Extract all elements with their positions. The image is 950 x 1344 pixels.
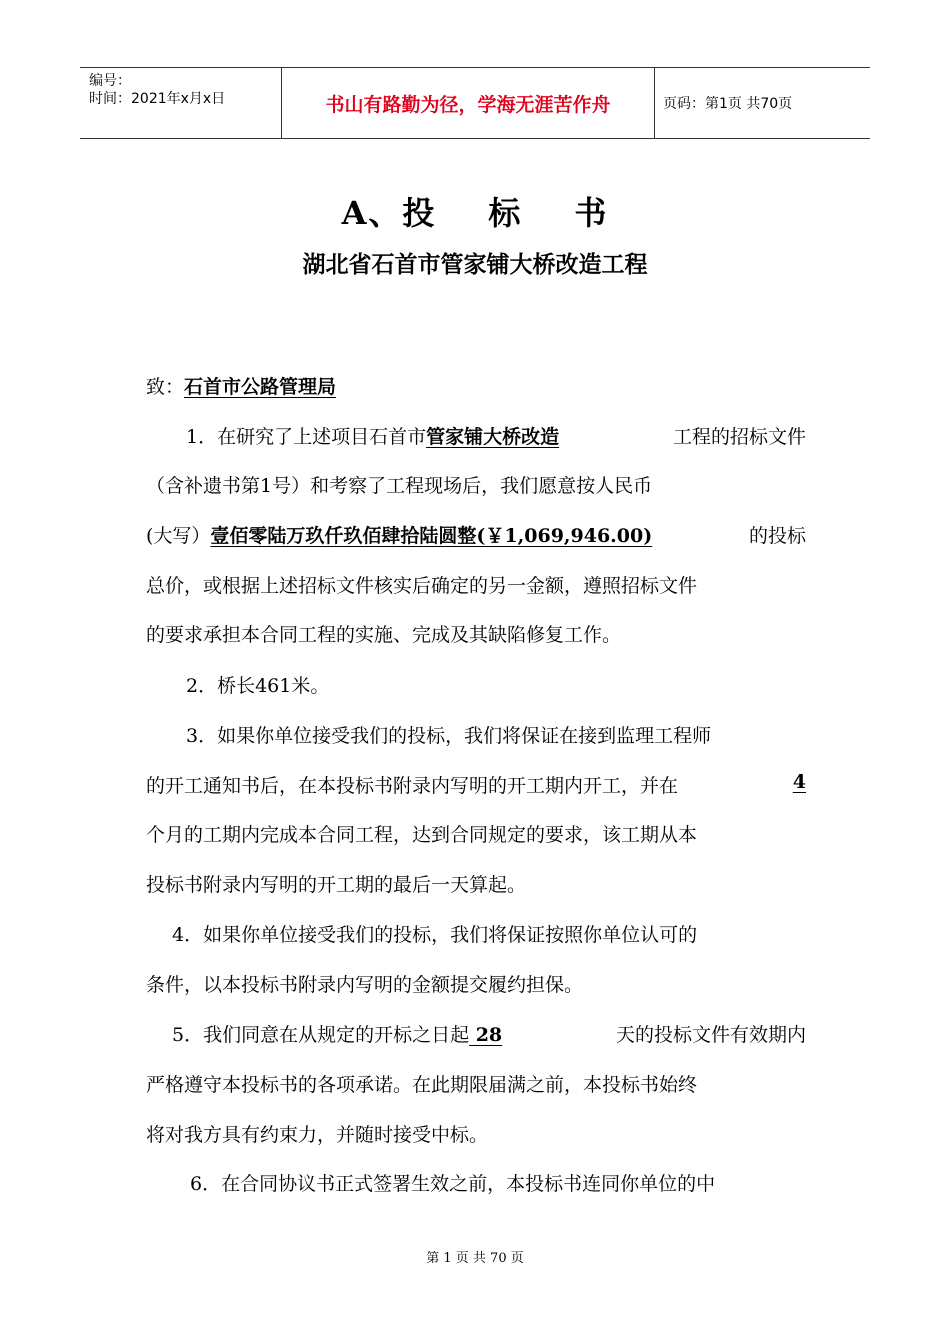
- p5-text-a: 5．我们同意在从规定的开标之日起: [172, 1024, 470, 1046]
- document-number-label: 编号：: [89, 73, 131, 89]
- header-motto: 书山有路勤为径，学海无涯苦作舟: [282, 68, 655, 138]
- title-part-3: 书: [574, 194, 609, 232]
- p1-text-b: 工程的招标文件: [672, 426, 806, 448]
- p3-text-a: 的开工通知书后，在本投标书附录内写明的开工期内开工，并在: [146, 775, 679, 797]
- paragraph-5-line-2: 严格遵守本投标书的各项承诺。在此期限届满之前，本投标书始终: [146, 1074, 698, 1096]
- paragraph-5-line-1: [172, 1020, 806, 1047]
- addressee-line: [146, 372, 806, 399]
- paragraph-5-line-3: 将对我方具有约束力，并随时接受中标。: [146, 1124, 489, 1146]
- p1-text-a: 1．在研究了上述项目石首市: [186, 426, 427, 448]
- paragraph-1-line-3: [146, 521, 806, 548]
- addressee-recipient: 石首市公路管理局: [184, 376, 337, 398]
- title-part-2: 标: [488, 194, 523, 232]
- paragraph-4-line-1: 4．如果你单位接受我们的投标，我们将保证按照你单位认可的: [172, 924, 698, 946]
- addressee-label: 致：: [146, 376, 185, 398]
- p1-text-c: (大写）: [146, 525, 211, 547]
- p5-text-b: 天的投标文件有效期内: [615, 1024, 806, 1046]
- header-page-info: 页码：第1页 共70页: [663, 96, 793, 112]
- header-meta-cell: [80, 68, 282, 138]
- paragraph-6-line-1: 6．在合同协议书正式签署生效之前，本投标书连同你单位的中: [190, 1173, 716, 1195]
- document-time-label: 时间：2021年x月x日: [89, 91, 226, 107]
- paragraph-2: 2．桥长461米。: [186, 675, 330, 697]
- paragraph-3-line-3: 个月的工期内完成本合同工程，达到合同规定的要求，该工期从本: [146, 824, 698, 846]
- header-table: [80, 67, 870, 139]
- document-title: [0, 188, 950, 234]
- page-footer: 第 1 页 共 70 页: [426, 1251, 524, 1266]
- p5-validity-days: 28: [469, 1024, 503, 1046]
- paragraph-3-line-2: [146, 771, 806, 798]
- paragraph-1-line-2: （含补遗书第1号）和考察了工程现场后，我们愿意按人民币: [146, 475, 653, 497]
- paragraph-4-line-2: 条件，以本投标书附录内写明的金额提交履约担保。: [146, 974, 584, 996]
- paragraph-1-line-1: [186, 422, 806, 449]
- paragraph-1-line-4: 总价，或根据上述招标文件核实后确定的另一金额，遵照招标文件: [146, 575, 698, 597]
- title-part-1: A、投: [341, 194, 437, 232]
- p1-project-name: 管家铺大桥改造: [426, 426, 560, 448]
- paragraph-3-line-4: 投标书附录内写明的开工期的最后一天算起。: [146, 874, 527, 896]
- paragraph-3-line-1: 3．如果你单位接受我们的投标，我们将保证在接到监理工程师: [186, 725, 712, 747]
- p3-months: 4: [792, 771, 806, 793]
- document-subtitle: 湖北省石首市管家铺大桥改造工程: [302, 251, 648, 278]
- p1-text-d: 的投标: [748, 525, 806, 547]
- p1-bid-amount: 壹佰零陆万玖仟玖佰肆拾陆圆整(￥1,069,946.00): [210, 525, 653, 547]
- paragraph-1-line-5: 的要求承担本合同工程的实施、完成及其缺陷修复工作。: [146, 624, 622, 646]
